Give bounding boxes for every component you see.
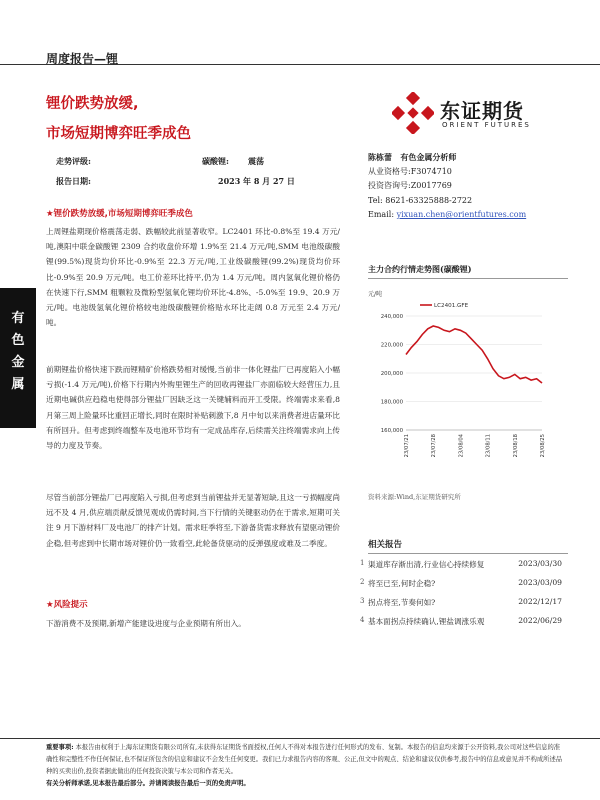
- sector-side-tab: [0, 288, 36, 428]
- y-tick-label: 240,000: [380, 314, 403, 320]
- related-report-date: 2022/06/29: [518, 616, 562, 625]
- summary-paragraph-1: 上周锂盐期现价格震荡走弱、跌幅较此前显著收窄。LC2401 环比-0.8%至 19.4 万元/吨,澳阳中联金碳酸锂 2309 合约收盘价环增 1.9%至 21.4 万元/吨,SMM 电池级碳酸锂(99.5%)现货均价环比-0.9%至 22.3 万元/吨,工业级碳酸锂(99.2%)现货均价环比-0.9%至 20.9 万元/吨。电工价差环比持平,仍为 1.4 万元/吨。周内氢氧化锂价格仍在快速下行,SMM 粗颗粒及微粉型氢氧化锂均价环比-4.8%、-5.0%至 19.9、20.9 万元/吨。电池级氢氧化锂价格较电池级碳酸锂价格贴水环比走阔 0.8 万元至 2.4 万元/吨。: [46, 227, 340, 328]
- disclaimer-text: 本报告由权利于上海东证期货有限公司所有,未获得东证期货书面授权,任何人不得对本报告进行任何形式的发布、复制。本报告的信息均来源于公开资料,我公司对这些信息的准确性和完整性不作任何保证,也不保证所包含的信息和建议不会发生任何变更。我们已力求报告内容的客观、公正,但文中的观点、结论和建议仅供参考,报告中的信息或意见并不构成所述品种的买卖出价,投资者据此做出的任何投资决策与本公司和作者无关。: [46, 744, 563, 775]
- analyst-tel: Tel: 8621-63325888-2722: [368, 195, 473, 205]
- y-tick-label: 220,000: [380, 342, 403, 349]
- analyst-consulting-no: 投资咨询号:Z0017769: [368, 181, 452, 190]
- related-report-title[interactable]: 拐点将至,节奏何如?: [368, 598, 436, 607]
- logo-subtitle: ORIENT FUTURES: [442, 121, 531, 129]
- rating-label: 走势评级:: [56, 156, 91, 166]
- analyst-email-row: [368, 208, 568, 223]
- related-report-num: 4: [360, 616, 365, 624]
- side-tab-char: 色: [11, 333, 25, 348]
- logo-emblem-icon: [392, 92, 434, 134]
- logo-name: 东证期货: [440, 99, 524, 123]
- side-tab-char: 属: [11, 377, 25, 392]
- disclaimer-last-line: 有关分析师承诺,见本报告最后部分。并请阅读报告最后一页的免责声明。: [46, 780, 250, 787]
- related-report-num: 2: [360, 578, 365, 586]
- chart-title: 主力合约行情走势图(碳酸锂): [368, 264, 472, 274]
- side-tab-char: 有: [11, 311, 25, 326]
- related-report-item[interactable]: [360, 556, 560, 575]
- chart-unit-label: 元/吨: [368, 291, 383, 298]
- section-risk-title: [46, 598, 88, 610]
- related-report-num: 3: [360, 597, 365, 605]
- analyst-name: 陈栋蕾: [368, 152, 392, 162]
- section-risk-title-text: 风险提示: [53, 600, 88, 610]
- analyst-title: 有色金属分析师: [400, 152, 457, 162]
- star-bullet-icon: ★: [46, 209, 54, 219]
- footer-divider: [0, 738, 600, 739]
- y-tick-label: 160,000: [380, 428, 403, 434]
- analyst-info: [368, 150, 568, 223]
- series-line: [406, 326, 542, 383]
- related-report-item[interactable]: [360, 613, 560, 632]
- related-report-item[interactable]: [360, 594, 560, 613]
- date-value: 2023 年 8 月 27 日: [218, 176, 295, 186]
- rating-item: 碳酸锂:: [202, 156, 229, 166]
- x-tick-label: 23/08/25: [540, 434, 546, 458]
- rating-value: 震荡: [248, 156, 264, 166]
- related-report-title[interactable]: 基本面拐点持续确认,锂盐调涨乐观: [368, 617, 485, 626]
- related-report-date: 2023/03/30: [518, 559, 562, 568]
- report-type-label: 周度报告—锂: [46, 52, 119, 66]
- related-report-title[interactable]: 将至已至,何时企稳?: [368, 579, 436, 588]
- legend-label: LC2401.GFE: [434, 303, 469, 309]
- chart-series: [406, 326, 542, 383]
- analyst-name-row: [368, 150, 568, 165]
- summary-paragraph-2: 前期锂盐价格快速下跌而锂精矿价格跌势相对缓慢,当前非一体化锂盐厂已再度陷入小幅亏损(-1.4 万元/吨),价格下行期内外购里锂生产的回收再锂盐厂亦面临较大经营压力,且近期电碱供应趋稳电使得部分锂盐厂因缺乏这一关键辅料而开工受限。终端需求来看,8 月第三周上险量环比重回正增长,同时在限时补贴刺激下,8 月中旬以来消费者进店量环比有所回升。但考虑到终端整车及电池环节均有一定成品库存,后续需关注终端需求向上传导的力度及节奏。: [46, 365, 340, 451]
- chart-x-ticks: [404, 433, 546, 457]
- chart-grid: [381, 314, 542, 434]
- x-tick-label: 23/08/04: [458, 434, 465, 458]
- analyst-email-link[interactable]: yixuan.chen@orientfutures.com: [396, 210, 527, 219]
- disclaimer-label: 重要事项:: [46, 744, 74, 751]
- related-reports-divider: [368, 553, 568, 554]
- price-chart: [366, 282, 550, 478]
- header-divider: [0, 64, 600, 65]
- section-summary-title: [46, 207, 193, 219]
- x-tick-label: 23/07/21: [404, 434, 410, 458]
- related-report-item[interactable]: [360, 575, 560, 594]
- related-reports-title: 相关报告: [368, 540, 403, 550]
- related-reports-list: [360, 556, 560, 632]
- x-tick-label: 23/07/28: [431, 434, 438, 458]
- headline-line2: 市场短期博弈旺季成色: [46, 126, 191, 142]
- y-tick-label: 200,000: [380, 371, 403, 377]
- chart-source: 资料来源:Wind,东证期货研究所: [368, 493, 461, 501]
- headline-line1: 锂价跌势放缓,: [46, 96, 139, 112]
- analyst-email-label: Email:: [368, 210, 397, 219]
- side-tab-char: 金: [11, 355, 25, 370]
- date-label: 报告日期:: [56, 176, 91, 186]
- summary-paragraph-3: 尽管当前部分锂盐厂已再度陷入亏损,但考虑到当前锂盐并无显著短缺,且这一亏损幅度尚远不及 4 月,供应端贡献反馈见观成仍需时间,当下行情的关键驱动仍在于需求,短期可关注 9 月下游材料厂及电池厂的排产计划。需求旺季将至,下游备货需求释放有望驱动锂价企稳,但考虑到中长期市场对锂价仍一致看空,此轮备货驱动的反弹强度或难及二季度。: [46, 493, 340, 548]
- star-bullet-icon: ★: [46, 600, 54, 610]
- disclaimer: [46, 742, 566, 790]
- analyst-qualification: 从业资格号:F3074710: [368, 166, 452, 176]
- x-tick-label: 23/08/18: [512, 434, 519, 458]
- company-logo: [392, 90, 562, 140]
- y-tick-label: 180,000: [380, 399, 403, 406]
- related-report-date: 2022/12/17: [518, 597, 562, 606]
- x-tick-label: 23/08/11: [485, 434, 492, 458]
- section-summary-title-text: 锂价跌势放缓,市场短期博弈旺季成色: [53, 209, 193, 219]
- related-report-title[interactable]: 渠道库存渐出清,行业信心持续修复: [368, 560, 485, 569]
- risk-paragraph: 下游消费不及预期,新增产能建设进度与企业预期有所出入。: [46, 619, 246, 628]
- chart-title-divider: [368, 278, 568, 279]
- related-report-date: 2023/03/09: [518, 578, 562, 587]
- related-report-num: 1: [360, 559, 365, 567]
